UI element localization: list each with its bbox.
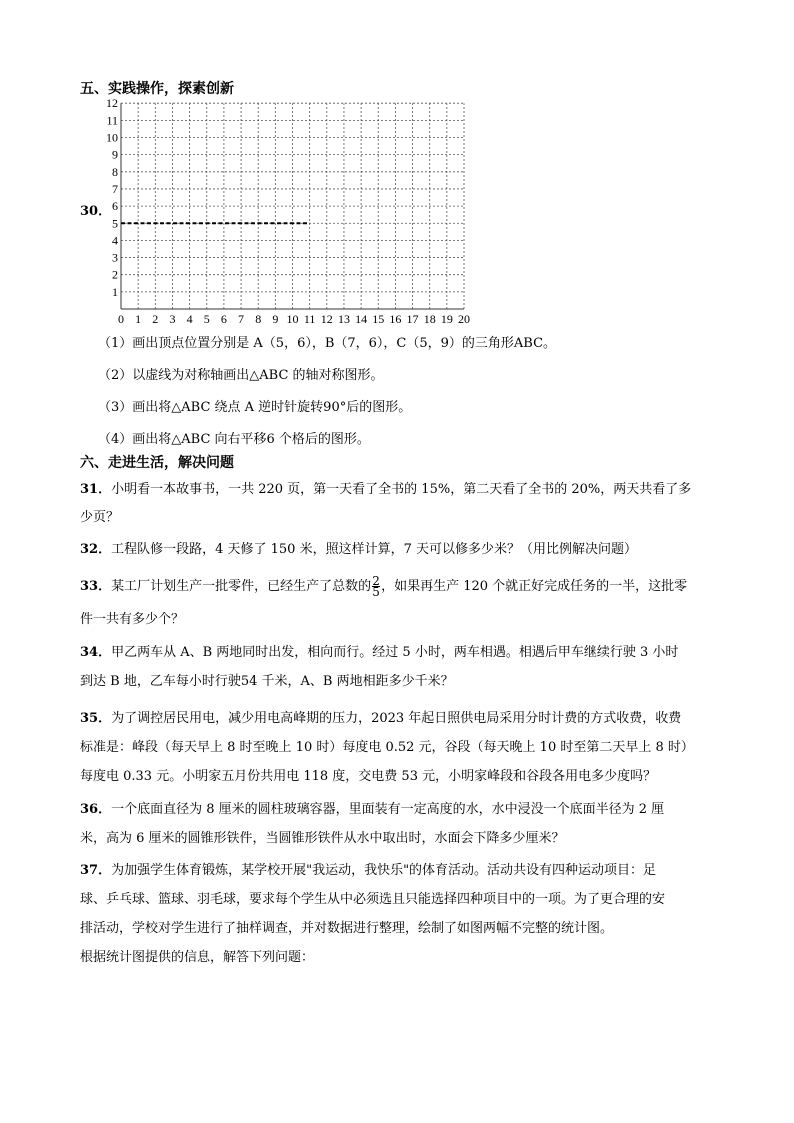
question-35-line-2: 标准是：峰段（每天早上 8 时至晚上 10 时）每度电 0.52 元，谷段（每天晚上 10 时至第二天早上 8 时） — [80, 740, 694, 755]
coordinate-grid — [0, 0, 794, 330]
section-6-heading: 六、走进生活，解决问题 — [80, 455, 234, 471]
fraction-numerator: 2 — [372, 574, 380, 588]
x-tick-label: 10 — [286, 312, 299, 326]
question-36 — [80, 803, 664, 816]
question-31-line-2: 少页？ — [80, 510, 120, 525]
question-36-line-1: 一个底面直径为 8 厘米的圆柱玻璃容器，里面装有一定高度的水，水中浸没一个底面半径为 2 厘 — [111, 802, 665, 817]
question-33-line-1b: ，如果再生产 120 个就正好完成任务的一半，这批零 — [381, 579, 688, 594]
question-35-number: 35． — [80, 711, 112, 726]
y-tick-label: 5 — [112, 216, 118, 231]
question-37-number: 37． — [80, 863, 112, 878]
question-37-line-1: 为加强学生体育锻炼，某学校开展"我运动，我快乐"的体育活动。活动共设有四种运动项目：足 — [111, 863, 657, 878]
question-34-line-1: 甲乙两车从 A、B 两地同时出发，相向而行。经过 5 小时，两车相遇。相遇后甲车继续行驶 3 小时 — [111, 645, 679, 660]
y-tick-label: 3 — [112, 250, 118, 265]
x-tick-label: 6 — [220, 312, 227, 326]
question-31 — [80, 483, 691, 496]
x-tick-label: 14 — [355, 312, 368, 326]
x-tick-label: 8 — [255, 312, 262, 326]
question-34-number: 34． — [80, 645, 112, 660]
x-tick-label: 16 — [389, 312, 402, 326]
y-tick-label: 2 — [112, 267, 118, 282]
x-tick-label: 7 — [238, 312, 245, 326]
x-tick-label: 13 — [337, 312, 350, 326]
x-tick-label: 17 — [406, 312, 419, 326]
question-35-line-1: 为了调控居民用电，减少用电高峰期的压力，2023 年起日照供电局采用分时计费的方式收费，收费 — [111, 711, 682, 726]
y-tick-label: 8 — [112, 164, 118, 179]
y-tick-label: 10 — [106, 130, 118, 145]
x-tick-label: 4 — [186, 312, 193, 326]
section-5-heading: 五、实践操作，探素创新 — [80, 81, 234, 97]
y-tick-label: 1 — [112, 284, 118, 299]
q30-sub-3: （3）画出将△ABC 绕点 A 逆时针旋转90°后的图形。 — [98, 400, 412, 415]
question-37-line-4: 根据统计图提供的信息，解答下列问题： — [80, 950, 315, 965]
question-34 — [80, 646, 678, 659]
x-tick-label: 15 — [372, 312, 385, 326]
question-33-number: 33． — [80, 579, 112, 594]
question-37 — [80, 864, 656, 877]
question-37-line-3: 排活动，学校对学生进行了抽样调查，并对数据进行整理，绘制了如图两幅不完整的统计图。 — [80, 921, 614, 936]
x-tick-label: 2 — [152, 312, 159, 326]
x-tick-label: 20 — [458, 312, 470, 326]
question-32-number: 32． — [80, 542, 112, 557]
y-tick-label: 6 — [112, 199, 118, 214]
question-36-line-2: 米，高为 6 厘米的圆锥形铁件，当圆锥形铁件从水中取出时，水面会下降多少厘米？ — [80, 831, 565, 846]
x-tick-label: 11 — [303, 312, 316, 326]
question-33-line-1a: 某工厂计划生产一批零件，已经生产了总数的 — [111, 579, 372, 594]
question-35 — [80, 712, 681, 725]
y-tick-label: 7 — [112, 181, 118, 196]
q30-sub-4: （4）画出将△ABC 向右平移6 个格后的图形。 — [98, 432, 370, 447]
y-tick-label: 11 — [106, 113, 118, 128]
question-31-line-1: 小明看一本故事书，一共 220 页，第一天看了全书的 15%，第二天看了全书的 20%，两天共看了多 — [111, 482, 692, 497]
question-36-number: 36． — [80, 802, 112, 817]
question-37-line-2: 球、乒乓球、篮球、羽毛球，要求每个学生从中必须选且只能选择四种项目中的一项。为了更合理的安 — [80, 892, 666, 907]
q30-sub-1: （1）画出顶点位置分别是 A（5，6），B（7，6），C（5，9）的三角形ABC。 — [98, 336, 557, 351]
question-33-line-2: 件一共有多少个？ — [80, 612, 185, 627]
x-tick-label: 18 — [423, 312, 436, 326]
fraction-denominator: 5 — [372, 585, 380, 599]
question-32-line-1: 工程队修一段路，4 天修了 150 米，照这样计算，7 天可以修多少米？（用比例解决问题） — [111, 542, 637, 557]
x-tick-label: 3 — [169, 312, 176, 326]
q30-sub-2: （2）以虚线为对称轴画出△ABC 的轴对称图形。 — [98, 368, 384, 383]
fraction-two-fifths — [372, 576, 380, 597]
x-tick-label: 5 — [203, 312, 210, 326]
x-tick-label: 0 — [118, 312, 124, 326]
question-31-number: 31． — [80, 482, 112, 497]
x-tick-label: 9 — [272, 312, 279, 326]
y-tick-label: 9 — [112, 147, 118, 162]
x-tick-label: 1 — [135, 312, 142, 326]
question-34-line-2: 到达 B 地，乙车每小时行驶54 千米，A、B 两地相距多少千米？ — [80, 674, 454, 689]
question-30-number: 30． — [80, 204, 112, 219]
x-tick-label: 12 — [320, 312, 333, 326]
question-32 — [80, 543, 637, 556]
y-tick-label: 4 — [112, 233, 118, 248]
question-35-line-3: 每度电 0.33 元。小明家五月份共用电 118 度，交电费 53 元，小明家峰段和谷段各用电多少度吗？ — [80, 769, 657, 784]
x-tick-label: 19 — [440, 312, 453, 326]
question-33 — [80, 576, 687, 597]
y-tick-label: 12 — [106, 96, 118, 111]
